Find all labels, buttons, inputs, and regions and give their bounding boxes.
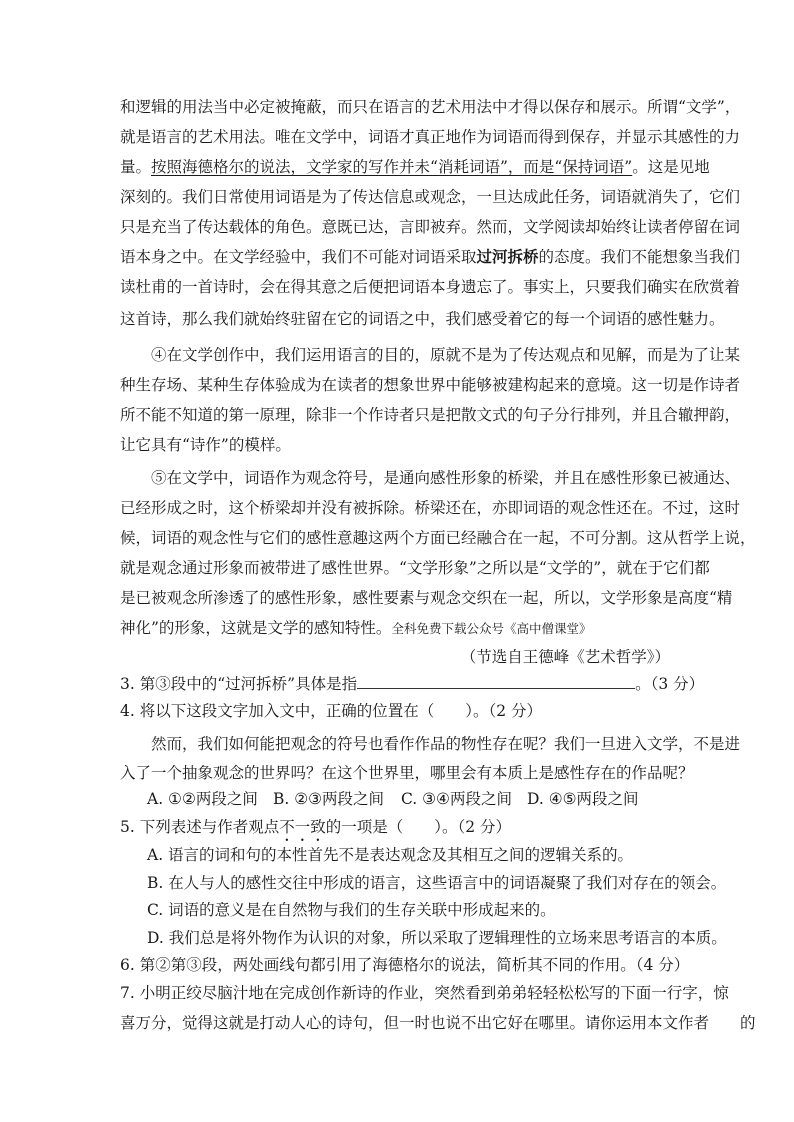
option-c[interactable]: C. ③④两段之间 bbox=[401, 790, 512, 808]
p4-line-1: ④在文学创作中，我们运用语言的目的，原就不是为了传达观点和见解，而是为了让某 bbox=[151, 346, 741, 364]
bold-phrase-guohechaiqiao: 过河拆桥 bbox=[476, 247, 539, 266]
question-7-line-2: 喜万分，觉得这就是打动人心的诗句，但一时也说不出它好在哪里。请你运用本文作者 的 bbox=[120, 1014, 756, 1032]
p5-line-2: 已经形成之时，这个桥梁却并没有被拆除。桥梁还在，亦即词语的观念性还在。不过，这时 bbox=[120, 499, 741, 517]
question-5-stem bbox=[120, 817, 676, 845]
p3-line-6-b: 的态度。我们不能想象当我们 bbox=[538, 248, 741, 266]
p3-line-2: 就是语言的艺术用法。唯在文学中，词语才真正地作为词语而得到保存，并显示其感性的力 bbox=[120, 128, 741, 146]
question-5-stem-a: 5. 下列表述与作者观点 bbox=[120, 818, 280, 836]
q5-option-a[interactable]: A. 语言的词和句的本性首先不是表达观念及其相互之间的逻辑关系的。 bbox=[147, 846, 634, 864]
p4-line-2: 种生存场、某种生存体验成为在读者的想象世界中能够被建构起来的意境。这一切是作诗者 bbox=[120, 376, 741, 394]
p3-line-5: 只是充当了传达载体的角色。意既已达，言即被弃。然而，文学阅读却始终让读者停留在词 bbox=[120, 218, 741, 236]
p3-line-3-a: 量。 bbox=[120, 158, 152, 176]
source-citation: （节选自王德峰《艺术哲学》） bbox=[460, 648, 670, 666]
p3-line-6 bbox=[120, 247, 741, 267]
question-3-text: 3. 第③段中的“过河拆桥”具体是指 bbox=[120, 675, 358, 693]
question-7-line-1: 7. 小明正绞尽脑汁地在完成创作新诗的作业，突然看到弟弟轻轻松松写的下面一行字，惊 bbox=[120, 984, 729, 1002]
p5-line-6-a: 神化”的形象，这就是文学的感知特性。 bbox=[120, 619, 392, 637]
p3-line-6-a: 语本身之中。在文学经验中，我们不可能对词语采取 bbox=[120, 248, 477, 266]
question-4-passage-line-1: 然而，我们如何能把观念的符号也看作作品的物性存在呢？我们一旦进入文学，不是进 bbox=[151, 735, 741, 753]
p3-line-4: 深刻的。我们日常使用词语是为了传达信息或观念，一旦达成此任务，词语就消失了，它们 bbox=[120, 188, 741, 206]
watermark-note: 全科免费下载公众号《高中僧课堂》 bbox=[391, 621, 592, 636]
question-3-tail: 。（3 分） bbox=[635, 675, 705, 693]
q5-option-c[interactable]: C. 词语的意义是在自然物与我们的生存关联中形成起来的。 bbox=[147, 901, 556, 919]
p3-line-8: 这首诗，那么我们就始终驻留在它的词语之中，我们感受着它的每一个词语的感性魅力。 bbox=[120, 310, 725, 328]
emphasis-not-consistent: 不一致 bbox=[279, 818, 326, 836]
question-4-stem: 4. 将以下这段文字加入文中，正确的位置在（ ）。（2 分） bbox=[120, 702, 543, 720]
q5-option-b[interactable]: B. 在人与人的感性交往中形成的语言，这些语言中的词语凝聚了我们对存在的领会。 bbox=[147, 874, 727, 892]
question-3 bbox=[120, 674, 705, 694]
p3-line-1: 和逻辑的用法当中必定被掩蔽，而只在语言的艺术用法中才得以保存和展示。所谓“文学”， bbox=[120, 98, 741, 116]
question-6: 6. 第②第③段，两处画线句都引用了海德格尔的说法，简析其不同的作用。（4 分） bbox=[120, 956, 690, 974]
p5-line-6 bbox=[120, 618, 676, 639]
q5-option-d[interactable]: D. 我们总是将外物作为认识的对象，所以采取了逻辑理性的立场来思考语言的本质。 bbox=[147, 929, 727, 947]
p3-line-3-b: 。这是见地 bbox=[632, 158, 710, 176]
option-d[interactable]: D. ④⑤两段之间 bbox=[527, 790, 639, 808]
question-4-options bbox=[147, 789, 667, 809]
p5-line-1: ⑤在文学中，词语作为观念符号，是通向感性形象的桥梁，并且在感性形象已被通达、 bbox=[151, 469, 741, 487]
p3-line-7: 读杜甫的一首诗时，会在得其意之后便把词语本身遗忘了。事实上，只要我们确实在欣赏着 bbox=[120, 278, 741, 296]
underlined-heidegger-quote: 按照海德格尔的说法，文学家的写作并未“消耗词语”，而是“保持词语” bbox=[151, 158, 633, 176]
option-a[interactable]: A. ①②两段之间 bbox=[147, 790, 258, 808]
p4-line-3: 所不能不知道的第一原理，除非一个作诗者只是把散文式的句子分行排列，并且合辙押韵， bbox=[120, 406, 741, 424]
question-5-stem-b: 的一项是（ ）。（2 分） bbox=[325, 818, 512, 836]
p5-line-3: 候，词语的观念性与它们的感性意趣这两个方面已经融合在一起，不可分割。这从哲学上说， bbox=[120, 529, 756, 547]
option-b[interactable]: B. ②③两段之间 bbox=[273, 790, 385, 808]
p4-line-4: 让它具有“诗作”的模样。 bbox=[120, 436, 291, 454]
p5-line-4: 就是观念通过形象而被带进了感性世界。“文学形象”之所以是“文学的”，就在于它们都 bbox=[120, 559, 710, 577]
p3-line-3 bbox=[120, 157, 710, 177]
question-4-passage-line-2: 入了一个抽象观念的世界吗？在这个世界里，哪里会有本质上是感性存在的作品呢？ bbox=[120, 764, 694, 782]
answer-blank[interactable] bbox=[357, 674, 635, 689]
p5-line-5: 是已被观念所渗透了的感性形象，感性要素与观念交织在一起，所以，文学形象是高度“精 bbox=[120, 589, 733, 607]
